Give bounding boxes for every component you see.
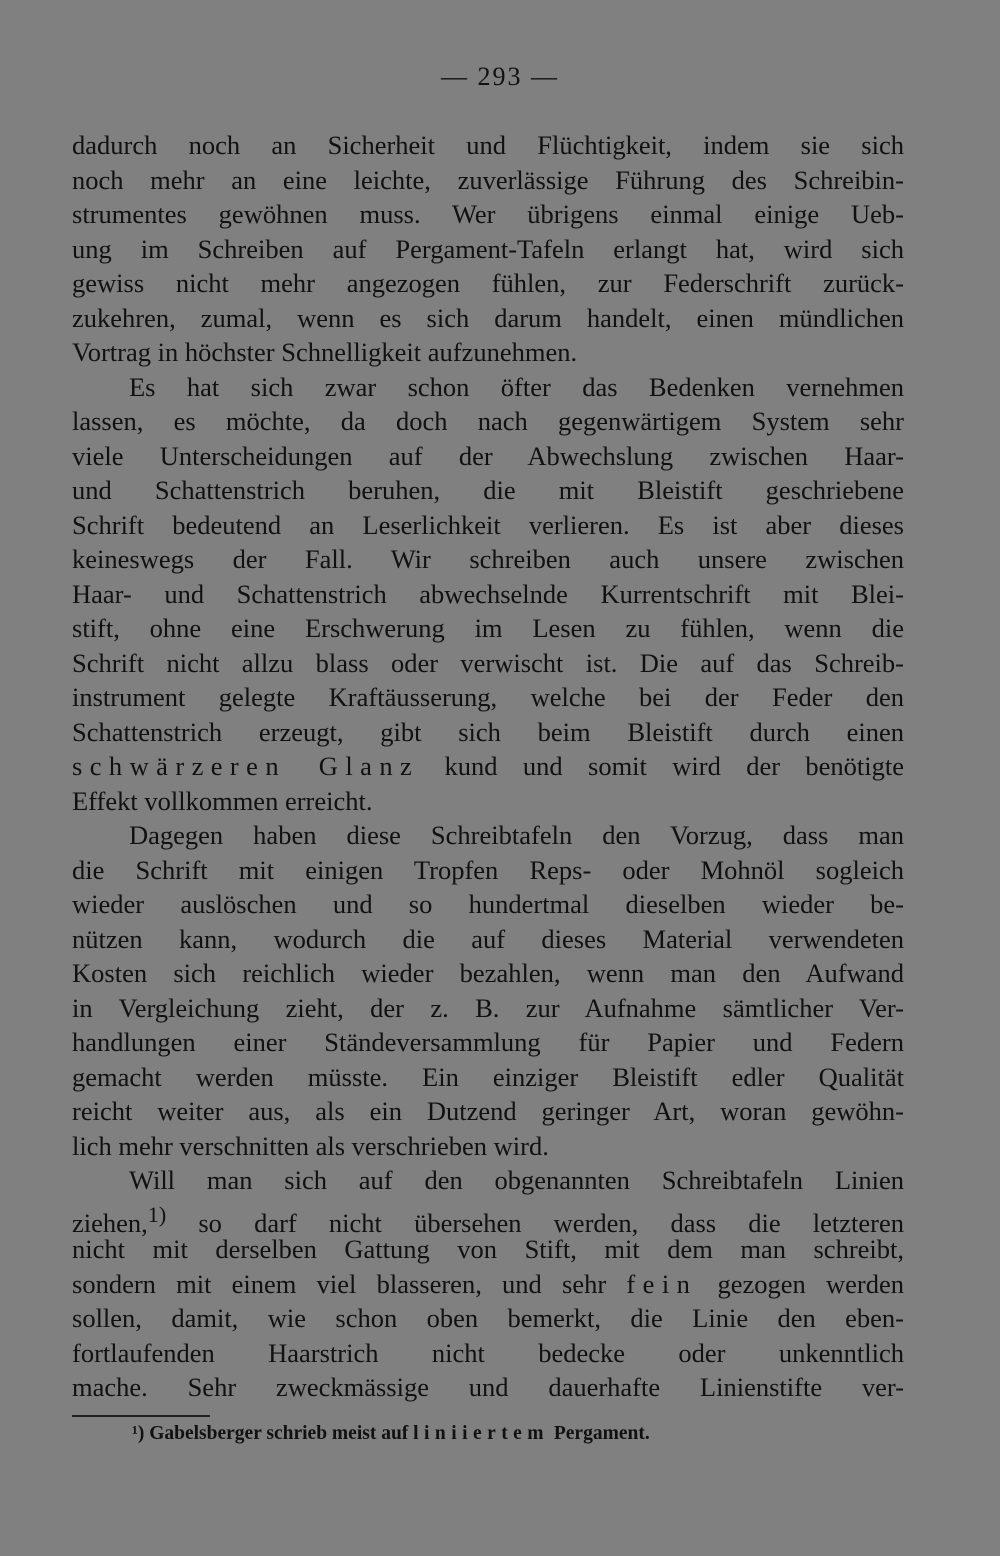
- text-line: lassen, es möchte, da doch nach gegenwärtigem System sehr: [72, 406, 904, 436]
- text-line-lead: ziehen,: [72, 1207, 148, 1238]
- text-line-rest: so darf nicht übersehen werden, dass die letzteren: [198, 1207, 905, 1238]
- text-line-rest: kund und somit wird der benötigte: [444, 751, 904, 781]
- text-line: Schrift bedeutend an Leserlichkeit verlieren. Es ist aber dieses: [72, 509, 904, 540]
- text-line: und Schattenstrich beruhen, die mit Bleistift geschriebene: [72, 475, 904, 505]
- text-line: nützen kann, wodurch die auf dieses Material verwendeten: [72, 923, 904, 954]
- text-line: Vortrag in höchster Schnelligkeit aufzunehmen.: [72, 337, 578, 367]
- page-number: — 293 —: [441, 62, 559, 91]
- text-line: Schrift nicht allzu blass oder verwischt ist. Die auf das Schreib-: [72, 647, 904, 678]
- text-line-lead: sondern mit einem viel blasseren, und sehr: [72, 1268, 607, 1299]
- text-line: handlungen einer Ständeversammlung für Papier und Federn: [72, 1027, 904, 1057]
- text-line: wieder auslöschen und so hundertmal dieselben wieder be-: [72, 889, 904, 919]
- body-text: [72, 128, 904, 1405]
- footnote-divider: [72, 1415, 210, 1417]
- text-line: gewiss nicht mehr angezogen fühlen, zur Federschrift zurück-: [72, 268, 904, 298]
- text-line: nicht mit derselben Gattung von Stift, mit dem man schreibt,: [72, 1234, 904, 1264]
- paragraph-start-line: Dagegen haben diese Schreibtafeln den Vorzug, dass man: [129, 820, 904, 850]
- paragraph-start-line: Es hat sich zwar schon öfter das Bedenken vernehmen: [129, 371, 904, 402]
- text-line: dadurch noch an Sicherheit und Flüchtigkeit, indem sie sich: [72, 130, 904, 160]
- text-line: strumentes gewöhnen muss. Wer übrigens einmal einige Ueb-: [72, 199, 904, 229]
- footnote-emphasized-text: liniiertem: [413, 1423, 549, 1444]
- text-line: viele Unterscheidungen auf der Abwechslung zwischen Haar-: [72, 440, 904, 471]
- footnote-marker: ¹): [132, 1423, 145, 1444]
- text-line: mache. Sehr zweckmässige und dauerhafte Linienstifte ver-: [72, 1372, 904, 1402]
- text-line: fortlaufenden Haarstrich nicht bedecke oder unkenntlich: [72, 1337, 904, 1368]
- text-line: reicht weiter aus, als ein Dutzend geringer Art, woran gewöhn-: [72, 1096, 904, 1126]
- text-line: ung im Schreiben auf Pergament-Tafeln erlangt hat, wird sich: [72, 233, 904, 264]
- footnote-text: Gabelsberger schrieb meist auf: [149, 1423, 409, 1444]
- text-line: in Vergleichung zieht, der z. B. zur Aufnahme sämtlicher Ver-: [72, 992, 904, 1023]
- emphasized-spaced-text: fein: [626, 1268, 698, 1299]
- emphasized-spaced-text: schwärzeren Glanz: [72, 751, 420, 781]
- text-line: sollen, damit, wie schon oben bemerkt, die Linie den eben-: [72, 1303, 904, 1333]
- footnote-reference: 1): [147, 1201, 167, 1227]
- text-line: noch mehr an eine leichte, zuverlässige Führung des Schreibin-: [72, 164, 904, 195]
- text-line: instrument gelegte Kraftäusserung, welche bei der Feder den: [72, 682, 904, 712]
- text-line: Kosten sich reichlich wieder bezahlen, wenn man den Aufwand: [72, 958, 904, 988]
- text-line-rest: gezogen werden: [717, 1268, 904, 1299]
- text-line: Schattenstrich erzeugt, gibt sich beim Bleistift durch einen: [72, 716, 904, 747]
- paragraph-start-line: Will man sich auf den obgenannten Schreibtafeln Linien: [129, 1165, 904, 1195]
- text-line-emphasis: [72, 749, 904, 784]
- text-line: stift, ohne eine Erschwerung im Lesen zu fühlen, wenn die: [72, 613, 904, 643]
- text-line: lich mehr verschnitten als verschrieben wird.: [72, 1130, 549, 1161]
- text-line: Effekt vollkommen erreicht.: [72, 785, 373, 816]
- text-line: gemacht werden müsste. Ein einziger Bleistift edler Qualität: [72, 1061, 904, 1092]
- text-line-with-footnote-ref: [72, 1198, 905, 1238]
- text-line: Haar- und Schattenstrich abwechselnde Kurrentschrift mit Blei-: [72, 578, 904, 609]
- footnote: [132, 1421, 650, 1447]
- text-line-emphasis: [72, 1267, 904, 1302]
- text-line: keineswegs der Fall. Wir schreiben auch unsere zwischen: [72, 544, 904, 574]
- text-line: die Schrift mit einigen Tropfen Reps- oder Mohnöl sogleich: [72, 854, 904, 885]
- text-line: zukehren, zumal, wenn es sich darum handelt, einen mündlichen: [72, 302, 904, 333]
- footnote-text-tail: Pergament.: [553, 1423, 650, 1444]
